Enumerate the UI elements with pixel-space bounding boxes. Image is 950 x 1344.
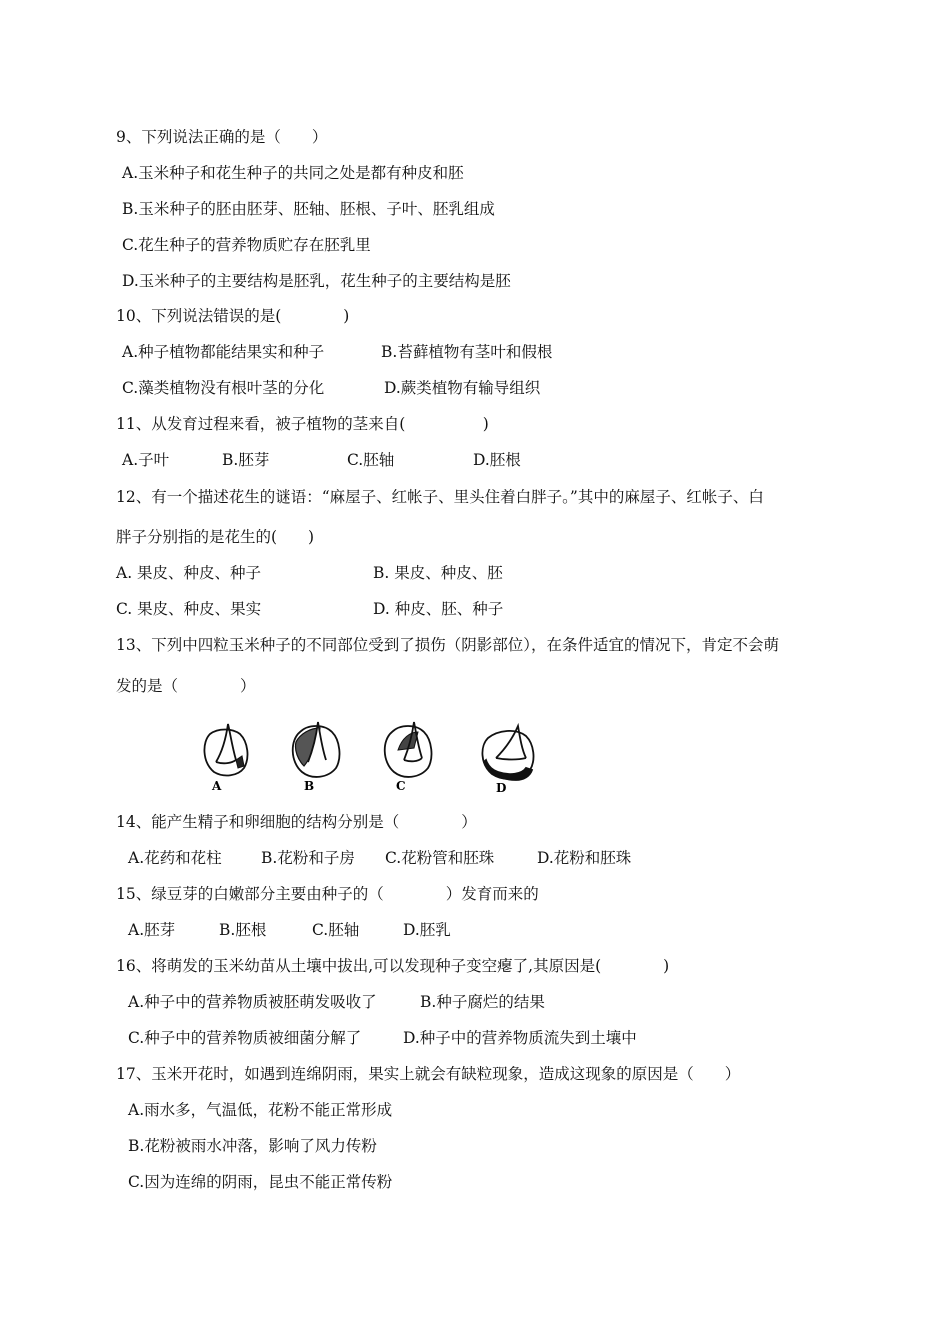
q12-stem-line1: 12、有一个描述花生的谜语：“麻屋子、红帐子、里头住着白胖子。”其中的麻屋子、红帐子、白	[116, 488, 764, 506]
q10-option-a: A.种子植物都能结果实和种子	[122, 343, 325, 361]
q16-option-a: A.种子中的营养物质被胚萌发吸收了	[128, 993, 377, 1011]
corn-seed-c-image	[385, 722, 432, 777]
q17-option-b: B.花粉被雨水冲落，影响了风力传粉	[128, 1137, 377, 1155]
q13-stem-line2: 发的是（ ）	[116, 677, 256, 695]
q9-option-c: C.花生种子的营养物质贮存在胚乳里	[122, 236, 371, 254]
q9-option-b: B.玉米种子的胚由胚芽、胚轴、胚根、子叶、胚乳组成	[122, 200, 495, 218]
q10-option-c: C.藻类植物没有根叶茎的分化	[122, 379, 325, 397]
q14-option-c: C.花粉管和胚珠	[385, 849, 495, 867]
q16-stem: 16、将萌发的玉米幼苗从土壤中拔出,可以发现种子变空瘪了,其原因是( )	[116, 957, 670, 975]
q17-stem: 17、玉米开花时，如遇到连绵阴雨，果实上就会有缺粒现象，造成这现象的原因是（ ）	[116, 1065, 741, 1083]
q9-option-d: D.玉米种子的主要结构是胚乳，花生种子的主要结构是胚	[122, 272, 511, 290]
q16-option-d: D.种子中的营养物质流失到土壤中	[403, 1029, 637, 1047]
q12-option-d: D. 种皮、胚、种子	[373, 600, 504, 618]
corn-seed-figure	[192, 712, 552, 798]
q14-stem: 14、能产生精子和卵细胞的结构分别是（ ）	[116, 813, 477, 831]
corn-seed-b-image	[293, 722, 340, 777]
q10-stem: 10、下列说法错误的是( )	[116, 307, 350, 325]
figure-label-a: A	[212, 779, 222, 793]
q12-stem-line2: 胖子分别指的是花生的( )	[116, 528, 315, 546]
q12-option-b: B. 果皮、种皮、胚	[373, 564, 503, 582]
q16-option-c: C.种子中的营养物质被细菌分解了	[128, 1029, 362, 1047]
q15-option-b: B.胚根	[219, 921, 267, 939]
q11-option-b: B.胚芽	[222, 451, 270, 469]
q9-option-a: A.玉米种子和花生种子的共同之处是都有种皮和胚	[122, 164, 464, 182]
q9-stem: 9、下列说法正确的是（ ）	[116, 128, 328, 146]
q17-option-a: A.雨水多，气温低，花粉不能正常形成	[128, 1101, 393, 1119]
q11-option-d: D.胚根	[473, 451, 521, 469]
q12-option-c: C. 果皮、种皮、果实	[116, 600, 262, 618]
q16-option-b: B.种子腐烂的结果	[420, 993, 545, 1011]
q10-option-d: D.蕨类植物有输导组织	[384, 379, 541, 397]
corn-seed-d-image	[482, 726, 533, 780]
q13-stem-line1: 13、下列中四粒玉米种子的不同部位受到了损伤（阴影部位），在条件适宜的情况下，肯定不会萌	[116, 636, 779, 654]
q15-stem: 15、绿豆芽的白嫩部分主要由种子的（ ）发育而来的	[116, 885, 539, 903]
q10-option-b: B.苔藓植物有茎叶和假根	[381, 343, 553, 361]
q15-option-a: A.胚芽	[128, 921, 176, 939]
q14-option-a: A.花药和花柱	[128, 849, 222, 867]
q17-option-c: C.因为连绵的阴雨，昆虫不能正常传粉	[128, 1173, 393, 1191]
figure-label-b: B	[304, 779, 315, 793]
corn-seed-a-image	[204, 724, 247, 775]
q11-option-c: C.胚轴	[347, 451, 395, 469]
q11-option-a: A.子叶	[122, 451, 170, 469]
q14-option-b: B.花粉和子房	[261, 849, 355, 867]
figure-label-c: C	[396, 779, 406, 793]
q11-stem: 11、从发育过程来看，被子植物的茎来自( )	[116, 415, 489, 433]
figure-label-d: D	[496, 781, 507, 795]
q15-option-c: C.胚轴	[312, 921, 360, 939]
q12-option-a: A. 果皮、种皮、种子	[116, 564, 262, 582]
q15-option-d: D.胚乳	[403, 921, 451, 939]
q14-option-d: D.花粉和胚珠	[537, 849, 632, 867]
